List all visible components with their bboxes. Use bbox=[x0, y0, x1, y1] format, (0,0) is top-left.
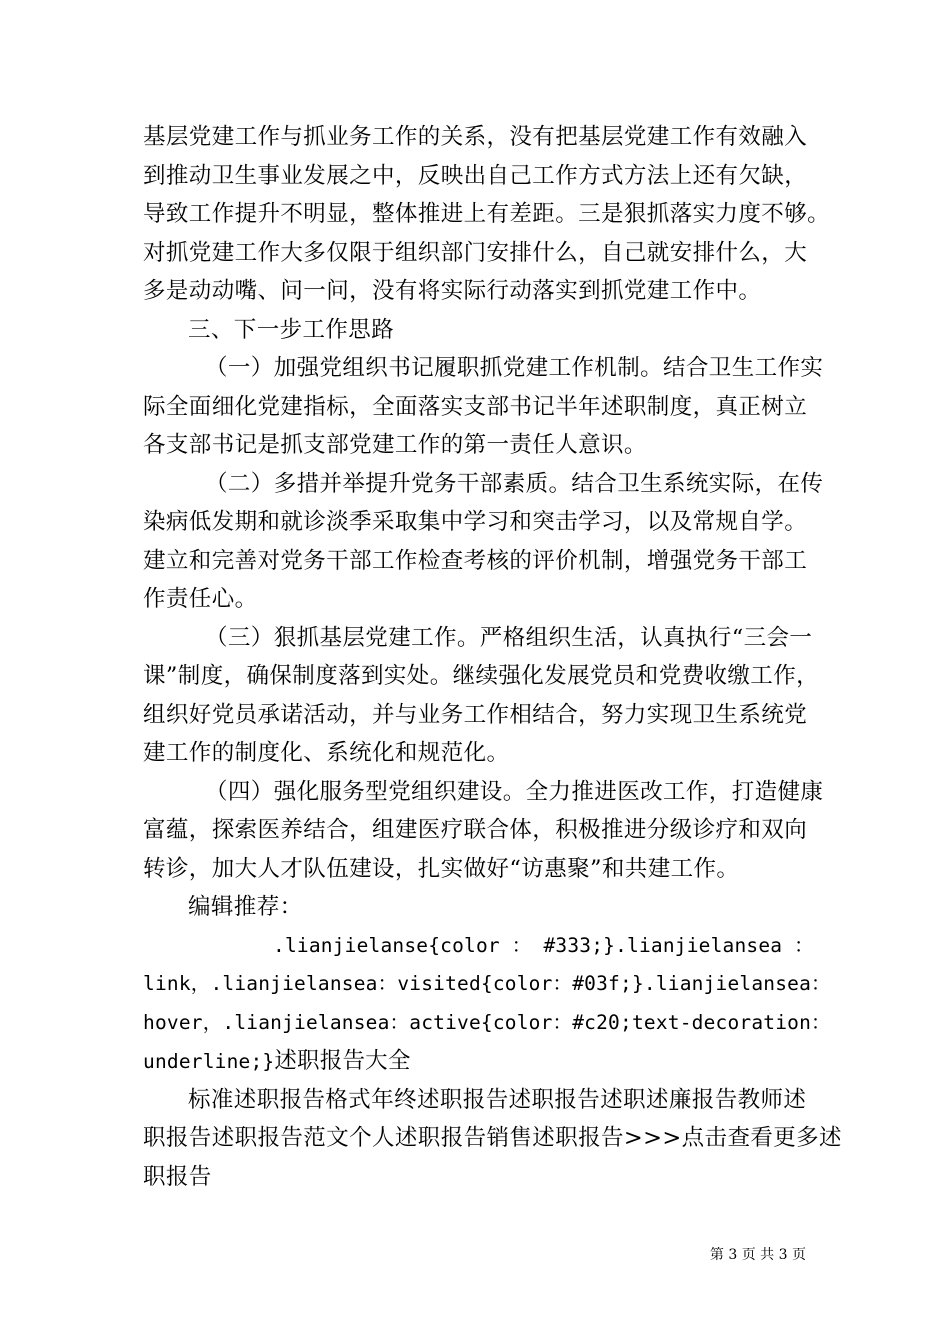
paragraph-line: 富蕴，探索医养结合，组建医疗联合体，积极推进分级诊疗和双向 bbox=[143, 817, 808, 843]
css-snippet-line bbox=[143, 1042, 813, 1081]
paragraph-line: 多是动动嘴、问一问，没有将实际行动落实到抓党建工作中。 bbox=[143, 278, 762, 304]
paragraph-line: 转诊，加大人才队伍建设，扎实做好“访惠聚”和共建工作。 bbox=[143, 855, 740, 882]
related-links-line[interactable]: 职报告 bbox=[143, 1163, 212, 1190]
report-collection-link[interactable]: 述职报告大全 bbox=[274, 1048, 411, 1074]
related-links-line[interactable]: 职报告述职报告范文个人述职报告销售述职报告>>>点击查看更多述 bbox=[143, 1125, 842, 1151]
css-snippet-end: underline;} bbox=[143, 1050, 275, 1073]
paragraph-line: 课”制度，确保制度落到实处。继续强化发展党员和党费收缴工作， bbox=[143, 663, 820, 689]
paragraph-line: 建工作的制度化、系统化和规范化。 bbox=[143, 740, 510, 766]
paragraph-line: （三）狠抓基层党建工作。严格组织生活，认真执行“三会一 bbox=[205, 624, 813, 651]
paragraph-line: 作责任心。 bbox=[143, 586, 258, 612]
paragraph-line: 基层党建工作与抓业务工作的关系，没有把基层党建工作有效融入 bbox=[143, 124, 808, 150]
related-links-line[interactable]: 标准述职报告格式年终述职报告述职报告述职述廉报告教师述 bbox=[188, 1086, 807, 1113]
paragraph-line: 际全面细化党建指标，全面落实支部书记半年述职制度，真正树立 bbox=[143, 393, 808, 420]
paragraph-line: 组织好党员承诺活动，并与业务工作相结合，努力实现卫生系统党 bbox=[143, 701, 808, 728]
document-body bbox=[143, 118, 842, 1196]
paragraph-line: （二）多措并举提升党务干部素质。结合卫生系统实际，在传 bbox=[205, 470, 824, 497]
editor-recommend-label: 编辑推荐： bbox=[188, 894, 303, 920]
paragraph-line: 染病低发期和就诊淡季采取集中学习和突击学习，以及常规自学。 bbox=[143, 509, 808, 535]
paragraph-line: 建立和完善对党务干部工作检查考核的评价机制，增强党务干部工 bbox=[143, 547, 808, 574]
css-snippet-line: .lianjielanse{color ： #333;}.lianjielansea ： bbox=[273, 933, 814, 957]
paragraph-line: 各支部书记是抓支部党建工作的第一责任人意识。 bbox=[143, 432, 647, 458]
paragraph-line: （一）加强党组织书记履职抓党建工作机制。结合卫生工作实 bbox=[205, 355, 824, 381]
section-heading: 三、下一步工作思路 bbox=[188, 316, 395, 343]
paragraph-line: （四）强化服务型党组织建设。全力推进医改工作，打造健康 bbox=[205, 778, 824, 805]
page-number: 第 3 页 共 3 页 bbox=[709, 1247, 806, 1263]
paragraph-line: 对抓党建工作大多仅限于组织部门安排什么，自己就安排什么，大 bbox=[143, 239, 808, 266]
css-snippet-line: hover，.lianjielansea：active{color：#c20;text-decoration： bbox=[143, 1010, 831, 1034]
paragraph-line: 到推动卫生事业发展之中，反映出自己工作方式方法上还有欠缺， bbox=[143, 162, 808, 189]
css-snippet-line: link，.lianjielansea：visited{color：#03f;}.lianjielansea： bbox=[143, 972, 831, 995]
paragraph-line: 导致工作提升不明显，整体推进上有差距。三是狠抓落实力度不够。 bbox=[143, 201, 831, 227]
